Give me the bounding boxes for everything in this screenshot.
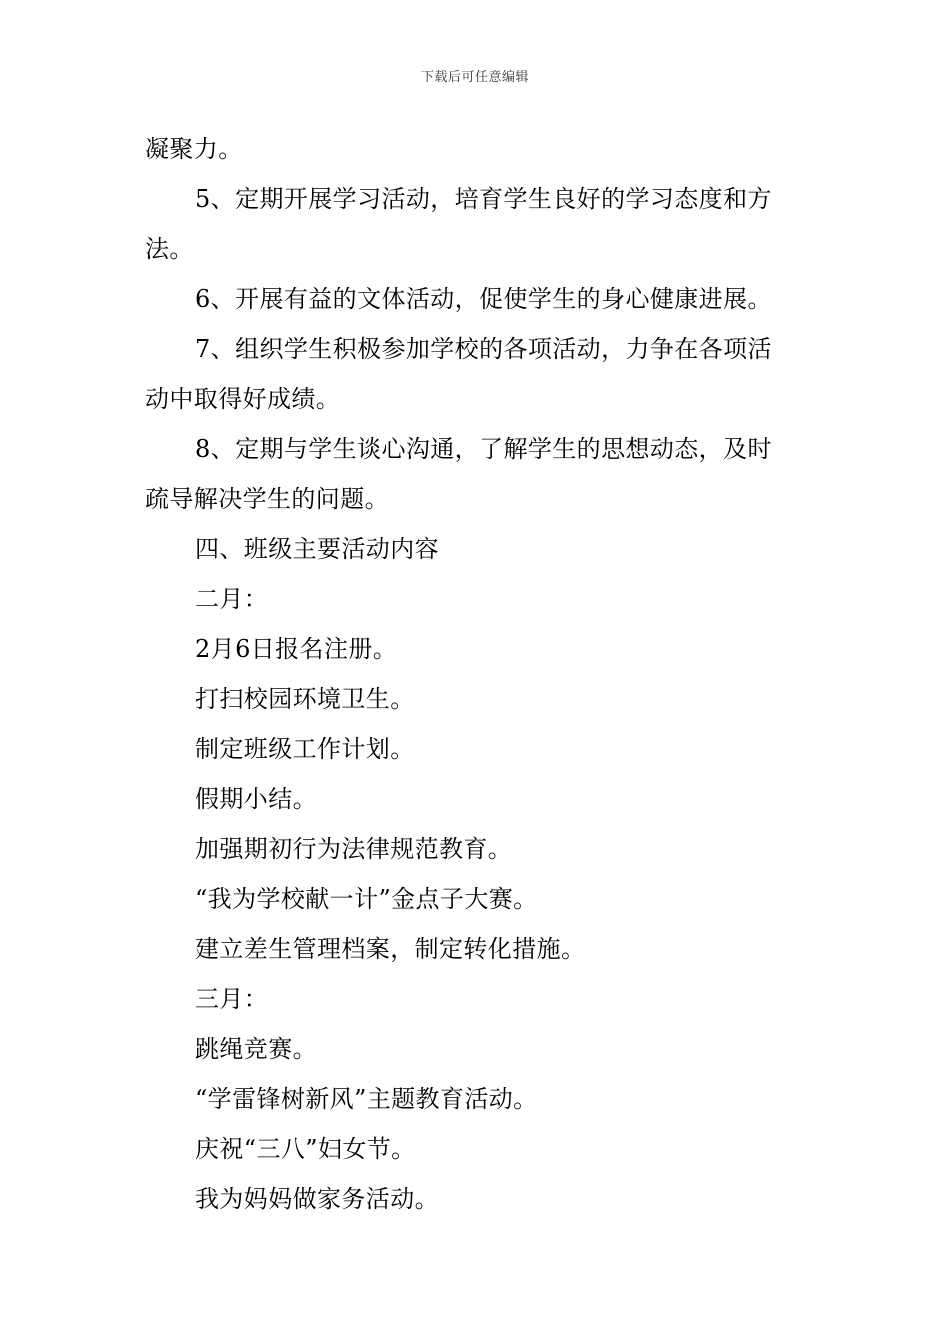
- page-header: 下载后可任意编辑: [420, 70, 529, 85]
- text-line: 5、定期开展学习活动，培育学生良好的学习态度和方: [195, 185, 772, 213]
- text-line: 7、组织学生积极参加学校的各项活动，力争在各项活: [195, 335, 772, 363]
- text-line: 凝聚力。: [145, 135, 243, 163]
- text-line: 疏导解决学生的问题。: [145, 485, 389, 513]
- activity-item: “学雷锋树新风”主题教育活动。: [195, 1085, 538, 1113]
- month-heading: 三月：: [195, 985, 269, 1013]
- activity-item: 打扫校园环境卫生。: [195, 685, 415, 713]
- activity-item: 制定班级工作计划。: [195, 735, 415, 763]
- activity-item: 假期小结。: [195, 785, 317, 813]
- document-body: [145, 124, 810, 1224]
- activity-item: 我为妈妈做家务活动。: [195, 1185, 439, 1213]
- text-line: 法。: [145, 235, 194, 263]
- text-line: 动中取得好成绩。: [145, 385, 341, 413]
- activity-item: 加强期初行为法律规范教育。: [195, 835, 513, 863]
- activity-item: “我为学校献一计”金点子大赛。: [195, 885, 538, 913]
- text-line: 8、定期与学生谈心沟通，了解学生的思想动态，及时: [195, 435, 772, 463]
- month-heading: 二月：: [195, 585, 269, 613]
- activity-item: 跳绳竞赛。: [195, 1035, 317, 1063]
- text-line: 6、开展有益的文体活动，促使学生的身心健康进展。: [195, 285, 772, 313]
- activity-item: 2月6日报名注册。: [195, 635, 398, 663]
- activity-item: 庆祝“三八”妇女节。: [195, 1135, 416, 1163]
- section-heading: 四、班级主要活动内容: [195, 535, 439, 563]
- activity-item: 建立差生管理档案，制定转化措施。: [195, 935, 586, 963]
